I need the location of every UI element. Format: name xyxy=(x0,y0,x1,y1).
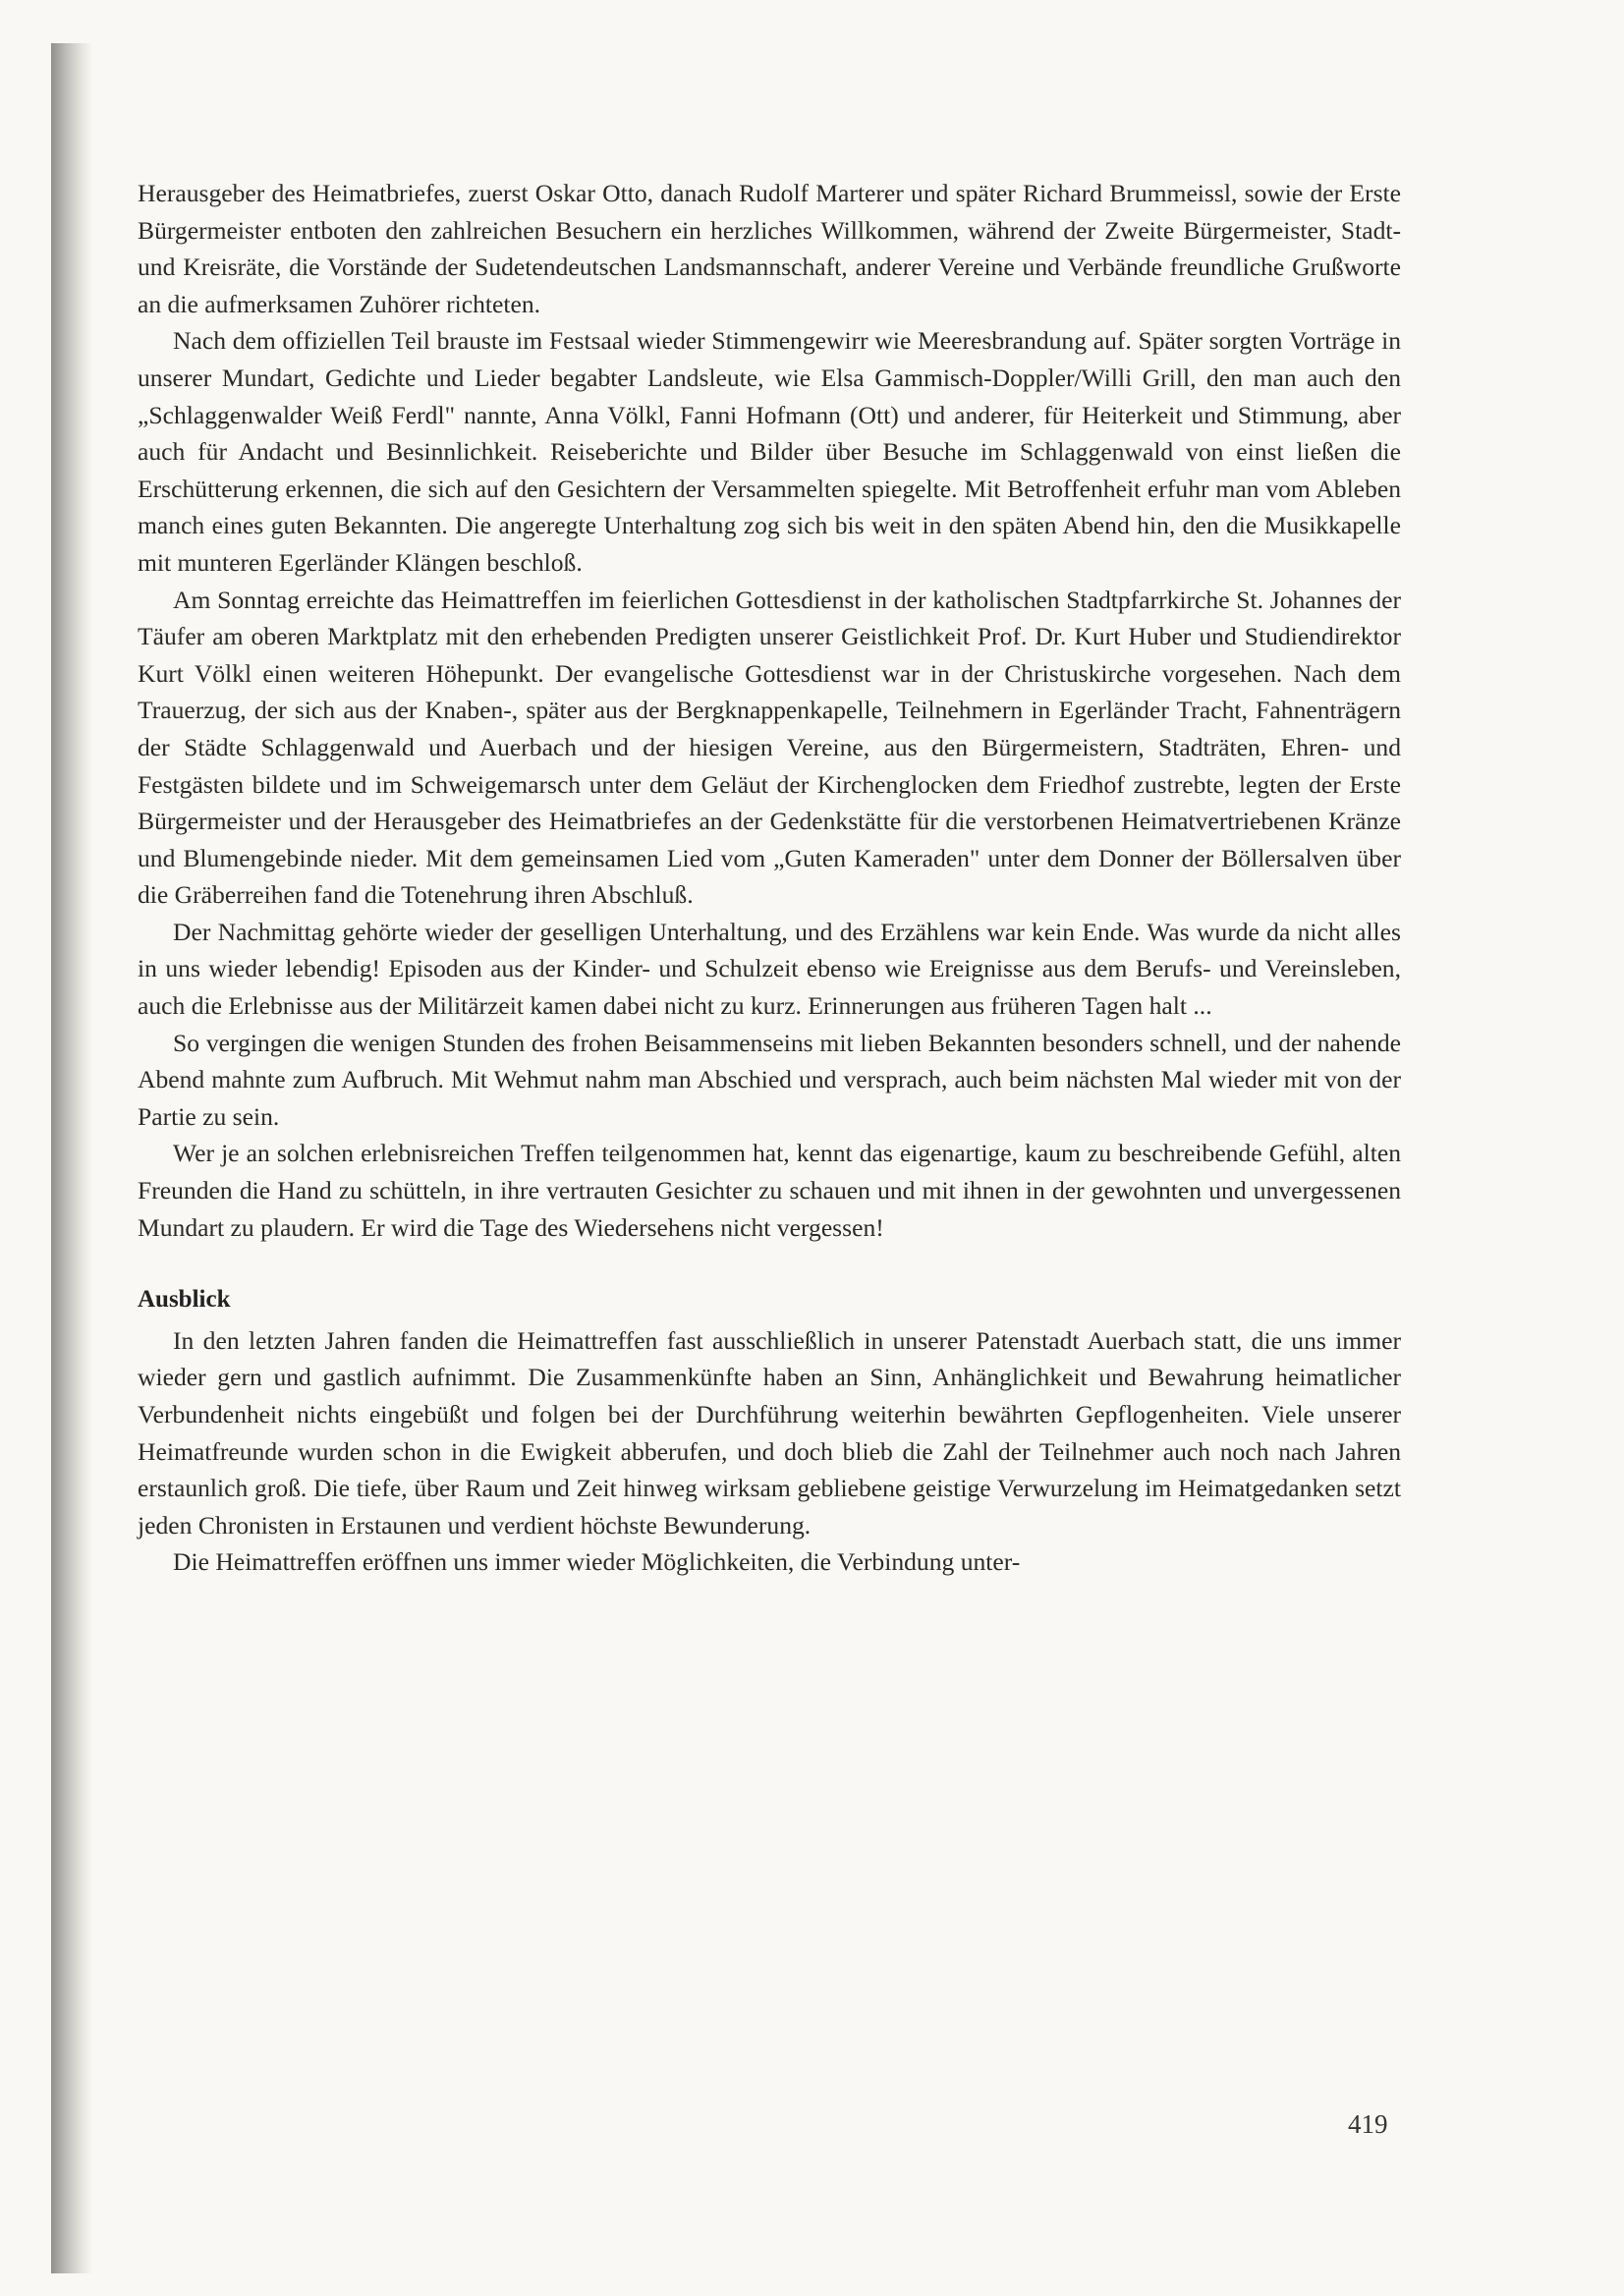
paragraph: Nach dem offiziellen Teil brauste im Festsaal wieder Stimmengewirr wie Meeresbrandung auf. Später sorgten Vorträge in unserer Mundart, Gedichte und Lieder begabter Landsleute, wie Elsa Gammisch-Doppler/Willi Grill, den man auch den „Schlaggenwalder Weiß Ferdl" nannte, Anna Völkl, Fanni Hofmann (Ott) und anderer, für Heiterkeit und Stimmung, aber auch für Andacht und Besinnlichkeit. Reiseberichte und Bilder über Besuche im Schlaggenwald von einst ließen die Erschütterung erkennen, die sich auf den Gesichtern der Versammelten spiegelte. Mit Betroffenheit erfuhr man vom Ableben manch eines guten Bekannten. Die angeregte Unterhaltung zog sich bis weit in den späten Abend hin, den die Musikkapelle mit munteren Egerländer Klängen beschloß. xyxy=(138,326,1401,577)
paragraph: Herausgeber des Heimatbriefes, zuerst Oskar Otto, danach Rudolf Marterer und später Richard Brummeissl, sowie der Erste Bürgermeister entboten den zahlreichen Besuchern ein herzliches Willkommen, während der Zweite Bürgermeister, Stadt- und Kreisräte, die Vorstände der Sudetendeutschen Landsmannschaft, anderer Vereine und Verbände freundliche Grußworte an die aufmerksamen Zuhörer richteten. xyxy=(138,179,1401,318)
paragraph: Der Nachmittag gehörte wieder der geselligen Unterhaltung, und des Erzählens war kein Ende. Was wurde da nicht alles in uns wieder lebendig! Episoden aus der Kinder- und Schulzeit ebenso wie Ereignisse aus dem Berufs- und Vereinsleben, auch die Erlebnisse aus der Militärzeit kamen dabei nicht zu kurz. Erinnerungen aus früheren Tagen halt ... xyxy=(138,917,1401,1021)
paragraph: Wer je an solchen erlebnisreichen Treffen teilgenommen hat, kennt das eigenartige, kaum zu beschreibende Gefühl, alten Freunden die Hand zu schütteln, in ihre vertrauten Gesichter zu schauen und mit ihnen in der gewohnten und unvergessenen Mundart zu plaudern. Er wird die Tage des Wiedersehens nicht vergessen! xyxy=(138,1139,1401,1242)
paragraph: Die Heimattreffen eröffnen uns immer wieder Möglichkeiten, die Verbindung unter- xyxy=(173,1547,1021,1577)
page-number: 419 xyxy=(1348,2109,1388,2139)
body-text xyxy=(138,175,1401,1581)
section-heading: Ausblick xyxy=(138,1286,231,1314)
binding-shadow xyxy=(51,43,92,2273)
paragraph: So vergingen die wenigen Stunden des frohen Beisammenseins mit lieben Bekannten besonders schnell, und der nahende Abend mahnte zum Aufbruch. Mit Wehmut nahm man Abschied und versprach, auch beim nächsten Mal wieder mit von der Partie zu sein. xyxy=(138,1028,1401,1131)
paragraph: In den letzten Jahren fanden die Heimattreffen fast ausschließlich in unserer Patenstadt Auerbach statt, die uns immer wieder gern und gastlich aufnimmt. Die Zusammenkünfte haben an Sinn, Anhänglichkeit und Bewahrung heimatlicher Verbundenheit nichts eingebüßt und folgen bei der Durchführung weiterhin bewährten Gepflogenheiten. Viele unserer Heimatfreunde wurden schon in die Ewigkeit abberufen, und doch blieb die Zahl der Teilnehmer auch noch nach Jahren erstaunlich groß. Die tiefe, über Raum und Zeit hinweg wirksam gebliebene geistige Verwurzelung im Heimatgedanken setzt jeden Chronisten in Erstaunen und verdient höchste Bewunderung. xyxy=(138,1325,1401,1540)
paragraph: Am Sonntag erreichte das Heimattreffen im feierlichen Gottesdienst in der katholischen Stadtpfarrkirche St. Johannes der Täufer am oberen Marktplatz mit den erhebenden Predigten unserer Geistlichkeit Prof. Dr. Kurt Huber und Studiendirektor Kurt Völkl einen weiteren Höhepunkt. Der evangelische Gottesdienst war in der Christuskirche vorgesehen. Nach dem Trauerzug, der sich aus der Knaben-, später aus der Bergknappenkapelle, Teilnehmern in Egerländer Tracht, Fahnenträgern der Städte Schlaggenwald und Auerbach und der hiesigen Vereine, aus den Bürgermeistern, Stadträten, Ehren- und Festgästen bildete und im Schweigemarsch unter dem Geläut der Kirchenglocken dem Friedhof zustrebte, legten der Erste Bürgermeister und der Herausgeber des Heimatbriefes an der Gedenkstätte für die verstorbenen Heimatvertriebenen Kränze und Blumengebinde nieder. Mit dem gemeinsamen Lied vom „Guten Kameraden" unter dem Donner der Böllersalven über die Gräberreihen fand die Totenehrung ihren Abschluß. xyxy=(138,585,1401,910)
